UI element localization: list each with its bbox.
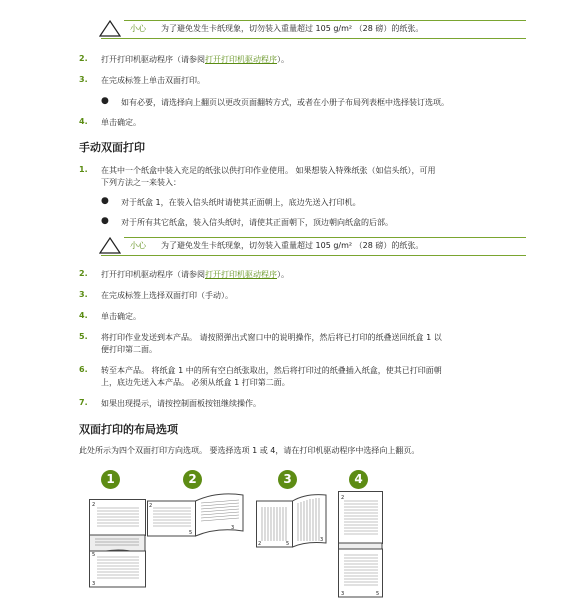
step-number: 6.	[79, 365, 88, 374]
step-text-post: ）。	[277, 55, 289, 64]
option-badge-3: 3	[278, 470, 297, 489]
step-text: 如果出现提示，请按控制面板按钮继续操作。	[101, 399, 261, 408]
bullet-text: 如有必要，请选择向上翻页以更改页面翻转方式，或者在小册子布局列表框中选择装订选项。	[121, 98, 449, 107]
step-text-pre: 打开打印机驱动程序（请参阅	[101, 270, 205, 279]
layout-diagram-4	[338, 491, 388, 601]
step-text: 在其中一个纸盒中装入充足的纸张以供打印作业使用。 如果想装入特殊纸张（如信头纸），可用	[101, 166, 436, 175]
page-number: 2	[92, 502, 96, 508]
page-sheet	[286, 495, 326, 547]
step-number: 5.	[79, 332, 88, 341]
option-badge-1: 1	[101, 470, 120, 489]
bullet-text: 对于纸盒 1，在装入信头纸时请使其正面朝上，底边先送入打印机。	[121, 198, 361, 207]
page-number: 3	[320, 537, 324, 543]
step-number: 2.	[79, 269, 88, 278]
layout-paragraph: 此处所示为四个双面打印方向选项。 要选择选项 1 或 4，请在打印机驱动程序中选择向上翻页。	[79, 446, 420, 455]
bullet-icon: ●	[101, 96, 109, 106]
caution-text: 为了避免发生卡纸现象，切勿装入重量超过 105 g/m² （28 磅）的纸张。	[161, 241, 424, 250]
step-text: 在完成标签上单击双面打印。	[101, 76, 205, 85]
step-number: 3.	[79, 290, 88, 299]
open-driver-link[interactable]: 打开打印机驱动程序	[205, 270, 277, 279]
step-text-cont: 便打印第二面。	[101, 345, 157, 354]
bullet-text: 对于所有其它纸盒，装入信头纸时，请使其正面朝下，顶边朝向纸盒的后部。	[121, 218, 393, 227]
caution-box-2	[101, 237, 526, 256]
option-badge-2: 2	[183, 470, 202, 489]
step-text: 单击确定。	[101, 312, 141, 321]
caution-label: 小心	[130, 241, 146, 250]
option-badge-4: 4	[349, 470, 368, 489]
page-number: 5	[92, 552, 96, 558]
page-sheet	[90, 500, 146, 536]
section-heading-manual: 手动双面打印	[79, 141, 145, 154]
section-heading-layout: 双面打印的布局选项	[79, 423, 178, 436]
page-number: 2	[258, 541, 262, 547]
page-number: 5	[376, 591, 380, 597]
page-sheet	[339, 549, 383, 597]
step-number: 7.	[79, 398, 88, 407]
open-driver-link[interactable]: 打开打印机驱动程序	[205, 55, 277, 64]
step-text: 将打印作业发送到本产品。 请按照弹出式窗口中的说明操作，然后将已打印的纸叠送回纸盒 1 以	[101, 333, 442, 342]
step-text-post: ）。	[277, 270, 289, 279]
step-text-pre: 打开打印机驱动程序（请参阅	[101, 55, 205, 64]
warning-triangle-icon	[99, 237, 121, 254]
page-number: 3	[231, 525, 235, 531]
page-number: 5	[189, 530, 193, 536]
page-sheet	[339, 492, 383, 544]
bullet-icon: ●	[101, 196, 109, 206]
page-number: 3	[341, 591, 345, 597]
warning-triangle-icon	[99, 20, 121, 37]
page-number: 5	[286, 541, 290, 547]
step-text: 单击确定。	[101, 118, 141, 127]
step-number: 1.	[79, 165, 88, 174]
step-text: 转至本产品。 将纸盒 1 中的所有空白纸张取出，然后将打印过的纸叠插入纸盒，使其已打印面朝	[101, 366, 442, 375]
step-number: 4.	[79, 117, 88, 126]
step-number: 2.	[79, 54, 88, 63]
caution-label: 小心	[130, 24, 146, 33]
step-number: 3.	[79, 75, 88, 84]
layout-diagram-3	[256, 491, 331, 551]
step-text: 在完成标签上选择双面打印（手动）。	[101, 291, 233, 300]
step-number: 4.	[79, 311, 88, 320]
caution-box-1	[101, 20, 526, 39]
caution-top-rule	[124, 20, 526, 21]
layout-diagram-2	[147, 491, 247, 541]
page-sheet	[90, 551, 146, 587]
step-text	[101, 269, 289, 280]
step-text-cont: 下列方法之一来装入：	[101, 178, 181, 187]
step-text	[101, 54, 289, 65]
page-number: 2	[341, 495, 345, 501]
page-number: 3	[92, 581, 96, 587]
page-number: 2	[149, 503, 153, 509]
step-text-cont: 上，底边先送入本产品。 必须从纸盒 1 打印第二面。	[101, 378, 290, 387]
caution-text: 为了避免发生卡纸现象，切勿装入重量超过 105 g/m² （28 磅）的纸张。	[161, 24, 424, 33]
caution-top-rule	[124, 237, 526, 238]
page-sheet	[189, 494, 243, 536]
layout-diagram-1	[89, 499, 149, 589]
bullet-icon: ●	[101, 216, 109, 226]
